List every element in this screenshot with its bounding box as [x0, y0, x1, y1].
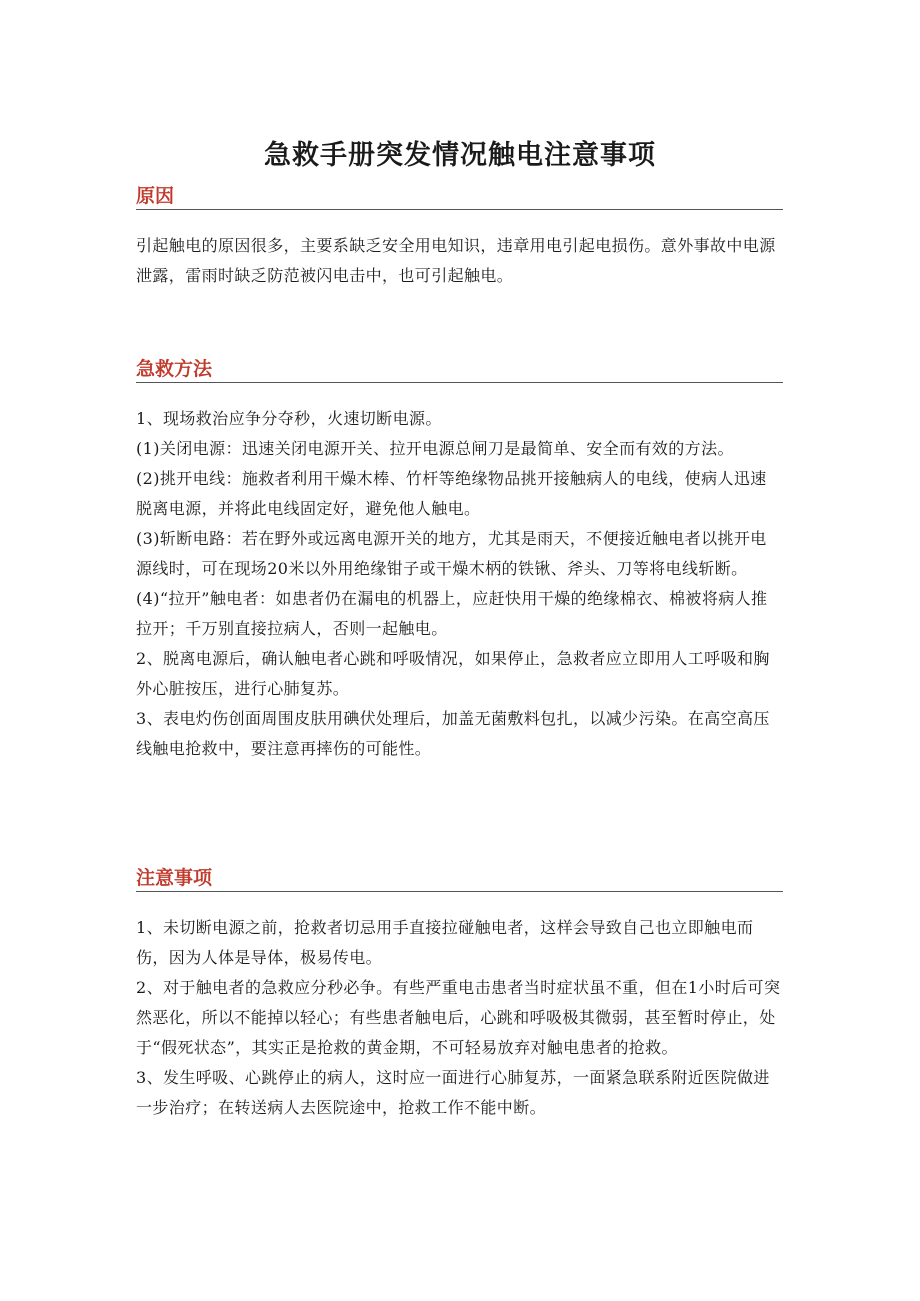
paragraph: (1)关闭电源：迅速关闭电源开关、拉开电源总闸刀是最简单、安全而有效的方法。 — [136, 439, 734, 458]
section-heading-first-aid-method: 急救方法 — [136, 356, 783, 383]
paragraph: 3、发生呼吸、心跳停止的病人，这时应一面进行心肺复苏，一面紧急联系附近医院做进一步治疗；在转送病人去医院途中，抢救工作不能中断。 — [136, 1068, 770, 1117]
section-heading-cause: 原因 — [136, 183, 783, 210]
paragraph: (2)挑开电线：施救者利用干燥木棒、竹杆等绝缘物品挑开接触病人的电线，使病人迅速脱离电源，并将此电线固定好，避免他人触电。 — [136, 469, 767, 518]
section-heading-precautions: 注意事项 — [136, 865, 783, 892]
paragraph: (3)斩断电路：若在野外或远离电源开关的地方，尤其是雨天，不便接近触电者以挑开电源线时，可在现场20米以外用绝缘钳子或干燥木柄的铁锹、斧头、刀等将电线斩断。 — [136, 529, 767, 578]
paragraph: 2、脱离电源后，确认触电者心跳和呼吸情况，如果停止，急救者应立即用人工呼吸和胸外心脏按压，进行心肺复苏。 — [136, 649, 770, 698]
section-first-aid-method — [136, 356, 783, 764]
section-cause — [136, 183, 783, 291]
page-title: 急救手册突发情况触电注意事项 — [264, 140, 656, 172]
paragraph: 2、对于触电者的急救应分秒必争。有些严重电击患者当时症状虽不重，但在1小时后可突然恶化，所以不能掉以轻心；有些患者触电后，心跳和呼吸极其微弱，甚至暂时停止，处于“假死状态”，其实正是抢救的黄金期，不可轻易放弃对触电患者的抢救。 — [136, 978, 781, 1057]
section-body-cause — [136, 231, 783, 291]
section-body-first-aid-method — [136, 404, 783, 764]
paragraph: 1、现场救治应争分夺秒，火速切断电源。 — [136, 409, 442, 428]
section-precautions — [136, 865, 783, 1123]
paragraph: 3、表电灼伤创面周围皮肤用碘伏处理后，加盖无菌敷料包扎，以减少污染。在高空高压线触电抢救中，要注意再摔伤的可能性。 — [136, 709, 770, 758]
paragraph: 1、未切断电源之前，抢救者切忌用手直接拉碰触电者，这样会导致自己也立即触电而伤，因为人体是导体，极易传电。 — [136, 918, 754, 967]
paragraph: 引起触电的原因很多，主要系缺乏安全用电知识，违章用电引起电损伤。意外事故中电源泄露，雷雨时缺乏防范被闪电击中，也可引起触电。 — [136, 236, 776, 285]
paragraph: (4)“拉开”触电者：如患者仍在漏电的机器上，应赶快用干燥的绝缘棉衣、棉被将病人推拉开；千万别直接拉病人，否则一起触电。 — [136, 589, 768, 638]
section-body-precautions — [136, 913, 783, 1123]
